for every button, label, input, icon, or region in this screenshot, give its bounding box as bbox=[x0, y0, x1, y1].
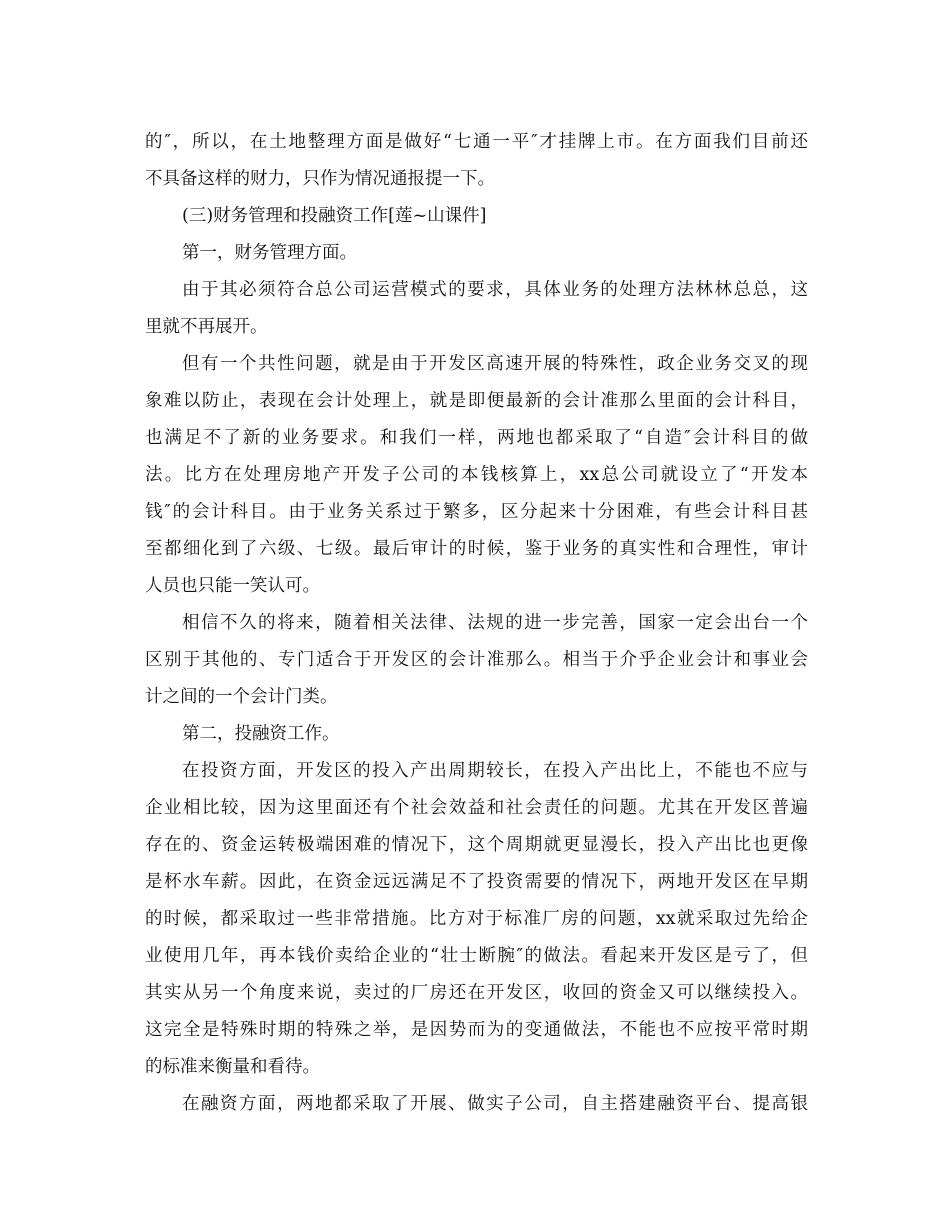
text-line: 钱″的会计科目。由于业务关系过于繁多，区分起来十分困难，有些会计科目甚 bbox=[145, 502, 808, 522]
document-body bbox=[145, 124, 808, 1123]
text-line: 企业相比较，因为这里面还有个社会效益和社会责任的问题。尤其在开发区普遍 bbox=[145, 798, 808, 818]
text-line: 计之间的一个会计门类。 bbox=[145, 687, 338, 707]
section-heading: (三)财务管理和投融资工作[莲~山课件] bbox=[182, 206, 487, 226]
text-line: 的标准来衡量和看待。 bbox=[145, 1057, 320, 1077]
text-line: 存在的、资金运转极端困难的情况下，这个周期就更显漫长，投入产出比也更像 bbox=[145, 835, 808, 855]
text-line: 由于其必须符合总公司运营模式的要求，具体业务的处理方法林林总总，这 bbox=[182, 280, 808, 300]
text-line: 不具备这样的财力，只作为情况通报提一下。 bbox=[145, 169, 495, 189]
text-line: 相信不久的将来，随着相关法律、法规的进一步完善，国家一定会出台一个 bbox=[182, 613, 808, 633]
text-line: 其实从另一个角度来说，卖过的厂房还在开发区，收回的资金又可以继续投入。 bbox=[145, 983, 808, 1003]
text-line: 法。比方在处理房地产开发子公司的本钱核算上，xx总公司就设立了“开发本 bbox=[145, 465, 808, 485]
text-line: 这完全是特殊时期的特殊之举，是因势而为的变通做法，不能也不应按平常时期 bbox=[145, 1020, 808, 1040]
text-line: 象难以防止，表现在会计处理上，就是即便最新的会计准那么里面的会计科目， bbox=[145, 391, 808, 411]
subsection-heading: 第二，投融资工作。 bbox=[182, 724, 340, 744]
text-line: 在投资方面，开发区的投入产出周期较长，在投入产出比上，不能也不应与 bbox=[182, 761, 808, 781]
text-line: 里就不再展开。 bbox=[145, 317, 268, 337]
text-line: 也满足不了新的业务要求。和我们一样，两地也都采取了“自造″会计科目的做 bbox=[145, 428, 808, 448]
subsection-heading: 第一，财务管理方面。 bbox=[182, 243, 357, 263]
text-line: 但有一个共性问题，就是由于开发区高速开展的特殊性，政企业务交叉的现 bbox=[182, 354, 808, 374]
text-line: 区别于其他的、专门适合于开发区的会计准那么。相当于介乎企业会计和事业会 bbox=[145, 650, 808, 670]
text-line: 至都细化到了六级、七级。最后审计的时候，鉴于业务的真实性和合理性，审计 bbox=[145, 539, 808, 559]
text-line: 业使用几年，再本钱价卖给企业的“壮士断腕″的做法。看起来开发区是亏了，但 bbox=[145, 946, 808, 966]
text-line: 是杯水车薪。因此，在资金远远满足不了投资需要的情况下，两地开发区在早期 bbox=[145, 872, 808, 892]
text-line: 的″，所以，在土地整理方面是做好“七通一平″才挂牌上市。在方面我们目前还 bbox=[145, 132, 808, 152]
text-line: 在融资方面，两地都采取了开展、做实子公司，自主搭建融资平台、提高银 bbox=[182, 1094, 808, 1114]
text-line: 人员也只能一笑认可。 bbox=[145, 576, 320, 596]
text-line: 的时候，都采取过一些非常措施。比方对于标准厂房的问题，xx就采取过先给企 bbox=[145, 909, 808, 929]
